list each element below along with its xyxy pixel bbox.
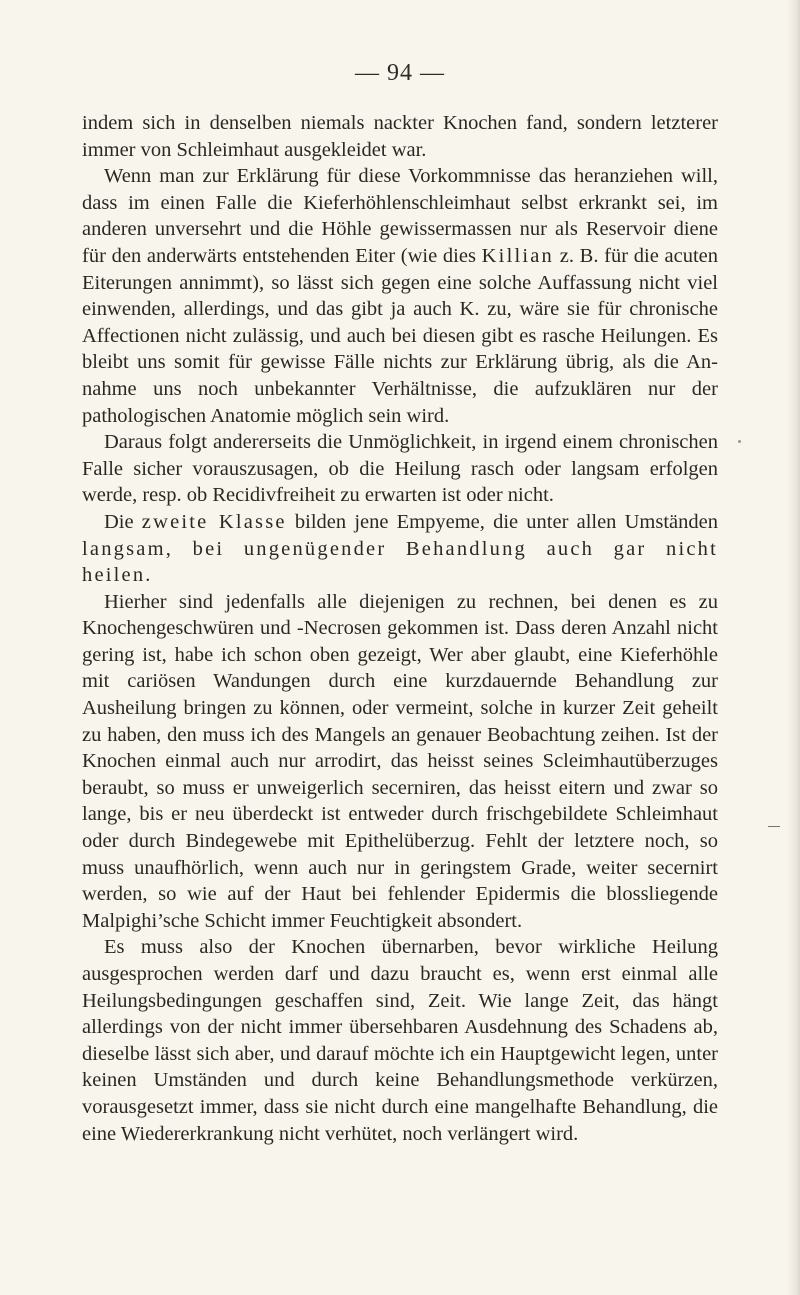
paragraph-3: Daraus folgt andererseits die Unmöglichkeit, in irgend einem chronischen Falle sicher vorauszusagen, ob die Heilung rasch oder langsam erfolgen werde, resp. ob Recidivfreiheit zu erwarten ist oder nicht. — [82, 431, 718, 507]
author-name-killian: Killian — [481, 244, 555, 267]
page-edge-shadow — [786, 0, 800, 1295]
paragraph-4-part-1: Die — [104, 510, 142, 533]
paragraph-1: indem sich in denselben niemals nackter Knochen fand, sondern letzterer immer von Schleimhaut ausgekleidet war. — [82, 112, 718, 161]
paragraph-2 — [82, 163, 718, 429]
body-text — [82, 110, 718, 1147]
emphasis-langsam-heilen: langsam, bei ungenügender Behandlung auch gar nicht heilen — [82, 537, 718, 587]
paragraph-5: Hierher sind jedenfalls alle diejenigen zu rechnen, bei denen es zu Knochengeschwüren und -Necrosen gekommen ist. Dass deren Anzahl nicht gering ist, habe ich schon oben gezeigt, Wer aber glaubt, eine Kieferhöhle mit cariösen Wandungen durch eine kurzdauernde Behandlung zur Ausheilung bringen zu können, oder vermeint, solche in kurzer Zeit geheilt zu haben, den muss ich des Mangels an genauer Beobachtung zeihen. Ist der Knochen einmal auch nur arrodirt, das heisst seines Scleimhautüberzuges beraubt, so muss er unweigerlich secerniren, das heisst eitern und zwar so lange, bis er neu überdeckt ist entweder durch frischgebildete Schleimhaut oder durch Bindegewebe mit Epithelüberzug. Fehlt der letztere noch, so muss unaufhörlich, wenn auch nur in geringstem Grade, weiter secernirt werden, so wie auf der Haut bei fehlender Epidermis die blossliegende Malpighi’sche Schicht immer Feuchtigkeit absondert. — [82, 590, 718, 932]
margin-mark — [768, 826, 780, 827]
emphasis-zweite-klasse: zweite Klasse — [141, 510, 287, 533]
paragraph-2-part-1: Wenn man zur Erklärung für diese Vorkommnisse das heranziehen will, dass im einen Falle die Kieferhöhlenschleimhaut selbst erkrankt sei, im anderen unversehrt und die Höhle gewissermassen nur als Reservoir diene für den anderwärts entstehenden Eiter (wie dies — [82, 165, 718, 267]
paper-speck — [738, 440, 741, 443]
page-number: — 94 — — [355, 60, 445, 86]
paragraph-6: Es muss also der Knochen übernarben, bevor wirkliche Heilung ausgesprochen werden darf und dazu braucht es, wenn erst einmal alle Heilungsbedingungen geschaffen sind, Zeit. Wie lange Zeit, das hängt allerdings von der nicht immer übersehbaren Ausdehnung des Schadens ab, dieselbe lässt sich aber, und darauf möchte ich ein Hauptgewicht legen, unter keinen Umständen und durch keine Behandlungsmethode verkürzen, vorausgesetzt immer, dass sie nicht durch eine mangelhafte Behandlung, die eine Wiedererkrankung nicht verhütet, noch verlängert wird. — [82, 936, 718, 1145]
paragraph-4-part-3: . — [145, 564, 151, 587]
paragraph-4-part-2: bilden jene Empyeme, die unter allen Umständen — [286, 510, 718, 533]
paragraph-4 — [82, 509, 718, 589]
paragraph-2-part-2: z. B. für die acuten Eiterungen annimmt), so lässt sich gegen eine solche Auffassung nicht viel einwenden, allerdings, und das gibt ja auch K. zu, wäre sie für chronische Affectionen nicht zulässig, und auch bei diesen gibt es rasche Heilungen. Es bleibt uns somit für gewisse Fälle nichts zur Erklärung übrig, als die Annahme uns noch unbekannter Verhältnisse, die aufzuklären nur der pathologischen Anatomie möglich sein wird. — [82, 244, 718, 427]
